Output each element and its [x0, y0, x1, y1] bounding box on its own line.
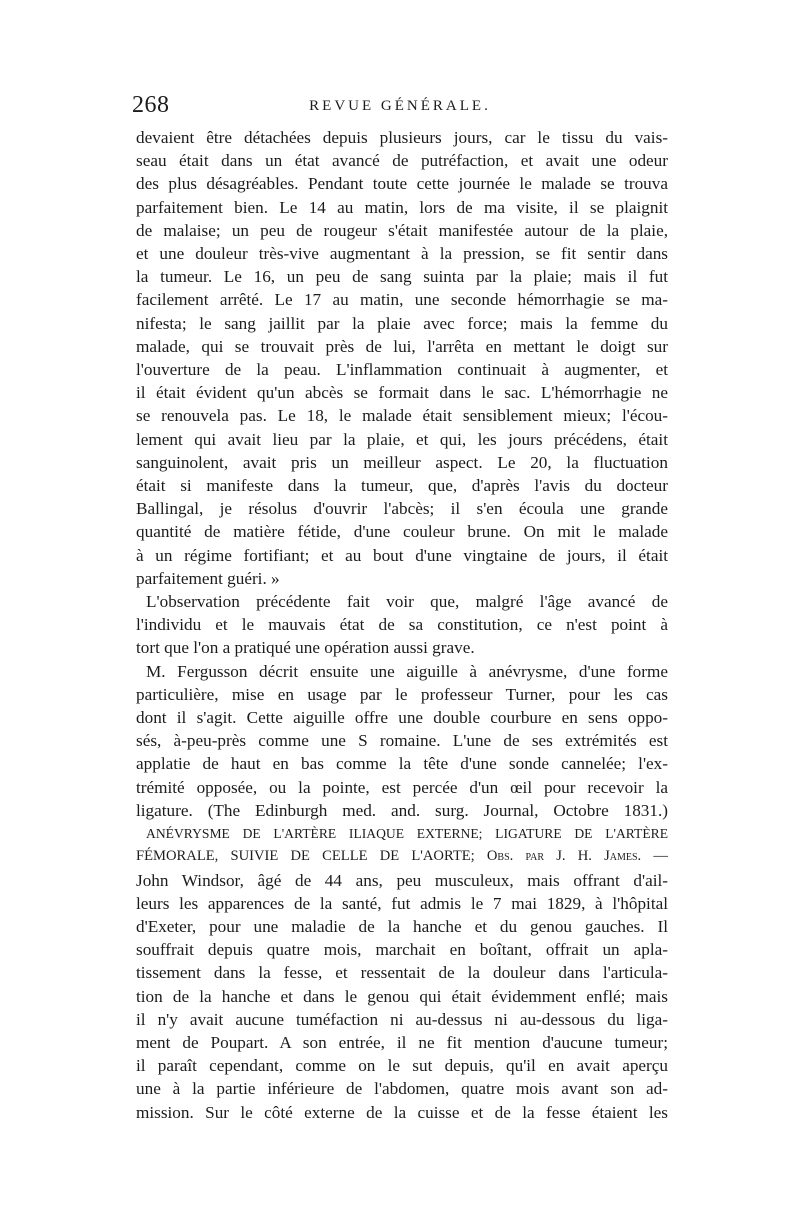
text-line: dont il s'agit. Cette aiguille offre une double courbure en sens oppo-: [136, 708, 668, 728]
text-line: leurs les apparences de la santé, fut admis le 7 mai 1829, à l'hôpital: [136, 893, 668, 913]
text-line: sés, à-peu-près comme une S romaine. L'une de ses extrémités est: [136, 731, 668, 751]
text-line: Ballingal, je résolus d'ouvrir l'abcès; il s'en écoula une grande: [136, 499, 668, 519]
text-line: John Windsor, âgé de 44 ans, peu musculeux, mais offrant d'ail-: [136, 870, 668, 890]
body-text: [136, 126, 668, 1124]
page-number: 268: [132, 92, 170, 118]
running-title: REVUE GÉNÉRALE.: [309, 98, 491, 114]
text-line: particulière, mise en usage par le professeur Turner, pour les cas: [136, 684, 668, 704]
text-line: tion de la hanche et dans le genou qui était évidemment enflé; mais: [136, 986, 668, 1006]
text-line: trémité opposée, ou la pointe, est percée d'un œil pour recevoir la: [136, 777, 668, 797]
text-line: sanguinolent, avait pris un meilleur aspect. Le 20, la fluctuation: [136, 452, 668, 472]
text-line: l'ouverture de la peau. L'inflammation continuait à augmenter, et: [136, 360, 668, 380]
text-line: ligature. (The Edinburgh med. and. surg. Journal, Octobre 1831.): [136, 800, 668, 820]
text-line: facilement arrêté. Le 17 au matin, une seconde hémorrhagie se ma-: [136, 290, 668, 310]
text-line: la tumeur. Le 16, un peu de sang suinta par la plaie; mais il fut: [136, 267, 668, 287]
text-line: quantité de matière fétide, d'une couleur brune. On mit le malade: [136, 522, 668, 542]
text-line: il était évident qu'un abcès se formait dans le sac. L'hémorrhagie ne: [136, 383, 668, 403]
text-line: était si manifeste dans la tumeur, que, d'après l'avis du docteur: [136, 476, 668, 496]
text-line: M. Fergusson décrit ensuite une aiguille à anévrysme, d'une forme: [146, 661, 668, 681]
text-line: de malaise; un peu de rougeur s'était manifestée autour de la plaie,: [136, 220, 668, 240]
text-line: lement qui avait lieu par la plaie, et qui, les jours précédens, était: [136, 429, 668, 449]
text-line: parfaitement bien. Le 14 au matin, lors de ma visite, il se plaignit: [136, 197, 668, 217]
text-line: il n'y avait aucune tuméfaction ni au-dessus ni au-dessous du liga-: [136, 1009, 668, 1029]
text-line: tort que l'on a pratiqué une opération aussi grave.: [136, 638, 475, 658]
text-line: devaient être détachées depuis plusieurs jours, car le tissu du vais-: [136, 128, 668, 147]
section-heading-line: ANÉVRYSME DE L'ARTÈRE ILIAQUE EXTERNE; LIGATURE DE L'ARTÈRE: [146, 826, 668, 842]
text-line: des plus désagréables. Pendant toute cette journée le malade se trouva: [136, 174, 668, 194]
text-line: mission. Sur le côté externe de la cuisse et de la fesse étaient les: [136, 1102, 668, 1122]
text-line: parfaitement guéri. »: [136, 568, 280, 588]
text-line: à un régime fortifiant; et au bout d'une vingtaine de jours, il était: [136, 545, 668, 565]
text-line: se renouvela pas. Le 18, le malade était sensiblement mieux; l'écou-: [136, 406, 668, 426]
section-heading-line: FÉMORALE, SUIVIE DE CELLE DE L'AORTE; Obs. par J. H. James. —: [136, 848, 668, 865]
text-line: tissement dans la fesse, et ressentait de la douleur dans l'articula-: [136, 963, 668, 983]
text-line: d'Exeter, pour une maladie de la hanche et du genou gauches. Il: [136, 916, 668, 936]
text-line: ment de Poupart. A son entrée, il ne fit mention d'aucune tumeur;: [136, 1032, 668, 1052]
text-line: il paraît cependant, comme on le sut depuis, qu'il en avait aperçu: [136, 1056, 668, 1076]
text-line: une à la partie inférieure de l'abdomen, quatre mois avant son ad-: [136, 1079, 668, 1099]
text-line: nifesta; le sang jaillit par la plaie avec force; mais la femme du: [136, 313, 668, 333]
text-line: malade, qui se trouvait près de lui, l'arrêta en mettant le doigt sur: [136, 336, 668, 356]
text-line: souffrait depuis quatre mois, marchait en boîtant, offrait un apla-: [136, 940, 668, 960]
text-line: l'individu et le mauvais état de sa constitution, ce n'est point à: [136, 615, 668, 635]
text-line: et une douleur très-vive augmentant à la pression, se fit sentir dans: [136, 244, 668, 264]
page-header: [132, 92, 668, 122]
text-line: applatie de haut en bas comme la tête d'une sonde cannelée; l'ex-: [136, 754, 668, 774]
text-line: L'observation précédente fait voir que, malgré l'âge avancé de: [146, 592, 668, 612]
text-line: seau était dans un état avancé de putréfaction, et avait une odeur: [136, 151, 668, 171]
